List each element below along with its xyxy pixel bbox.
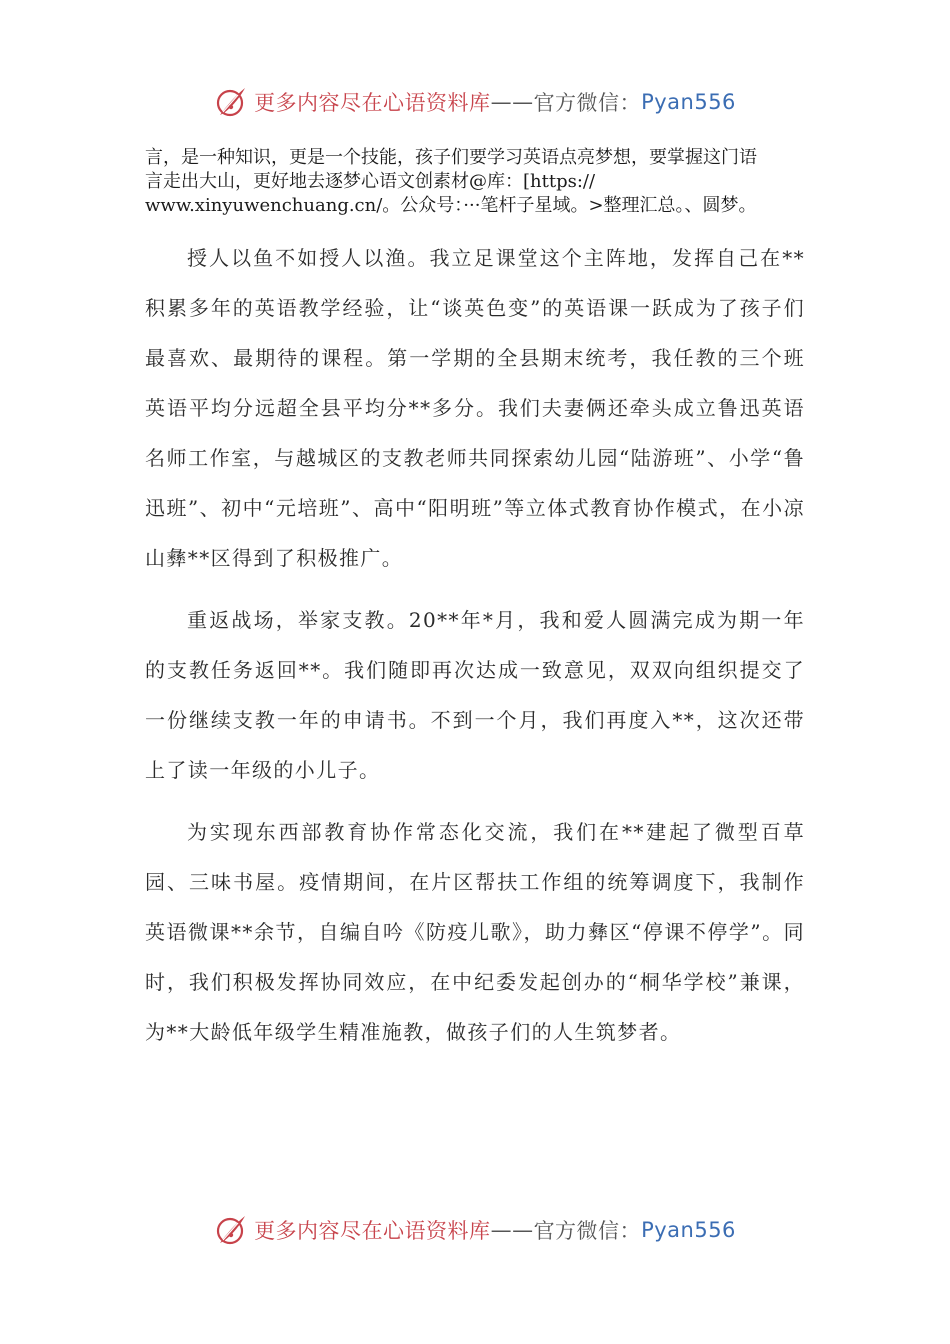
intro-block: [145, 146, 805, 218]
intro-line: 言，是一种知识，更是一个技能，孩子们要学习英语点亮梦想，要掌握这门语: [145, 147, 757, 168]
banner-dash: ——: [490, 1218, 534, 1242]
intro-line: 言走出大山，更好地去逐梦心语文创素材@库：[https://: [145, 171, 596, 192]
quill-pen-icon: [214, 1213, 248, 1247]
quill-pen-icon: [214, 85, 248, 119]
banner-official-label: 官方微信：: [533, 1219, 642, 1243]
footer-banner: [0, 1210, 950, 1250]
banner-brand-text: 更多内容尽在心语资料库: [254, 91, 491, 115]
banner-dash: ——: [490, 90, 534, 114]
intro-line: www.xinyuwenchuang.cn/。公众号：···笔杆子星域。>整理汇总。、圆梦。: [145, 195, 757, 216]
banner-brand-text: 更多内容尽在心语资料库: [254, 1219, 491, 1243]
body-paragraph: 重返战场，举家支教。20**年*月，我和爱人圆满完成为期一年的支教任务返回**。我们随即再次达成一致意见，双双向组织提交了一份继续支教一年的申请书。不到一个月，我们再度入**，这次还带上了读一年级的小儿子。: [145, 608, 805, 782]
header-banner: [0, 82, 950, 122]
banner-official-label: 官方微信：: [533, 91, 642, 115]
banner-wechat-id: Pyan556: [641, 1218, 736, 1242]
body-paragraph: 为实现东西部教育协作常态化交流，我们在**建起了微型百草园、三味书屋。疫情期间，在片区帮扶工作组的统筹调度下，我制作英语微课**余节，自编自吟《防疫儿歌》，助力彝区“停课不停学”。同时，我们积极发挥协同效应，在中纪委发起创办的“桐华学校”兼课，为**大龄低年级学生精准施教，做孩子们的人生筑梦者。: [145, 820, 805, 1044]
banner-wechat-id: Pyan556: [641, 90, 736, 114]
body-paragraph: 授人以鱼不如授人以渔。我立足课堂这个主阵地，发挥自己在**积累多年的英语教学经验，让“谈英色变”的英语课一跃成为了孩子们最喜欢、最期待的课程。第一学期的全县期末统考，我任教的三个班英语平均分远超全县平均分**多分。我们夫妻俩还牵头成立鲁迅英语名师工作室，与越城区的支教老师共同探索幼儿园“陆游班”、小学“鲁迅班”、初中“元培班”、高中“阳明班”等立体式教育协作模式，在小凉山彝**区得到了积极推广。: [145, 246, 805, 570]
